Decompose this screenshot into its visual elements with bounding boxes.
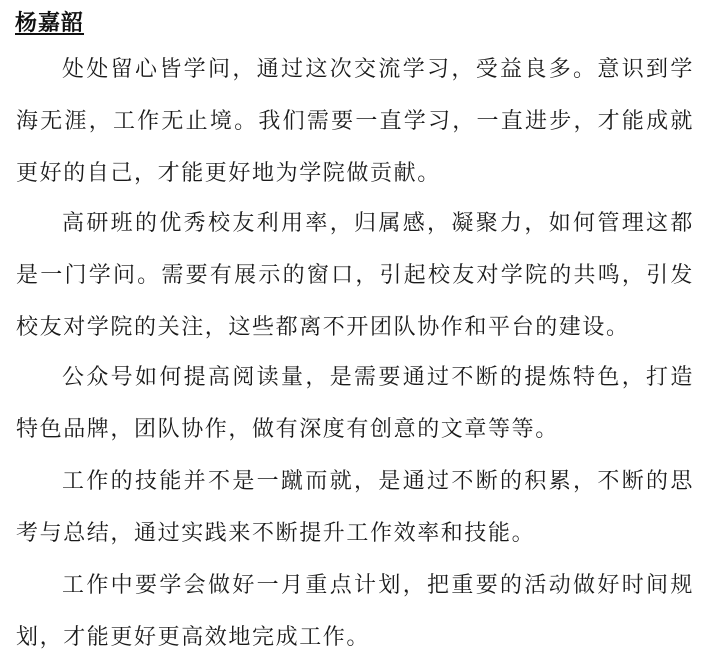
paragraph-2: 高研班的优秀校友利用率，归属感，凝聚力，如何管理这都是一门学问。需要有展示的窗口，引起校友对学院的共鸣，引发校友对学院的关注，这些都离不开团队协作和平台的建设。	[16, 211, 694, 340]
paragraph-5: 工作中要学会做好一月重点计划，把重要的活动做好时间规划，才能更好更高效地完成工作。	[16, 573, 694, 650]
paragraph-3: 公众号如何提高阅读量，是需要通过不断的提炼特色，打造特色品牌，团队协作，做有深度有创意的文章等等。	[16, 365, 694, 442]
paragraph-1: 处处留心皆学问，通过这次交流学习，受益良多。意识到学海无涯，工作无止境。我们需要一直学习，一直进步，才能成就更好的自己，才能更好地为学院做贡献。	[16, 57, 694, 186]
paragraph-4: 工作的技能并不是一蹴而就，是通过不断的积累，不断的思考与总结，通过实践来不断提升工作效率和技能。	[16, 469, 694, 546]
author-name: 杨嘉韶	[15, 10, 85, 36]
